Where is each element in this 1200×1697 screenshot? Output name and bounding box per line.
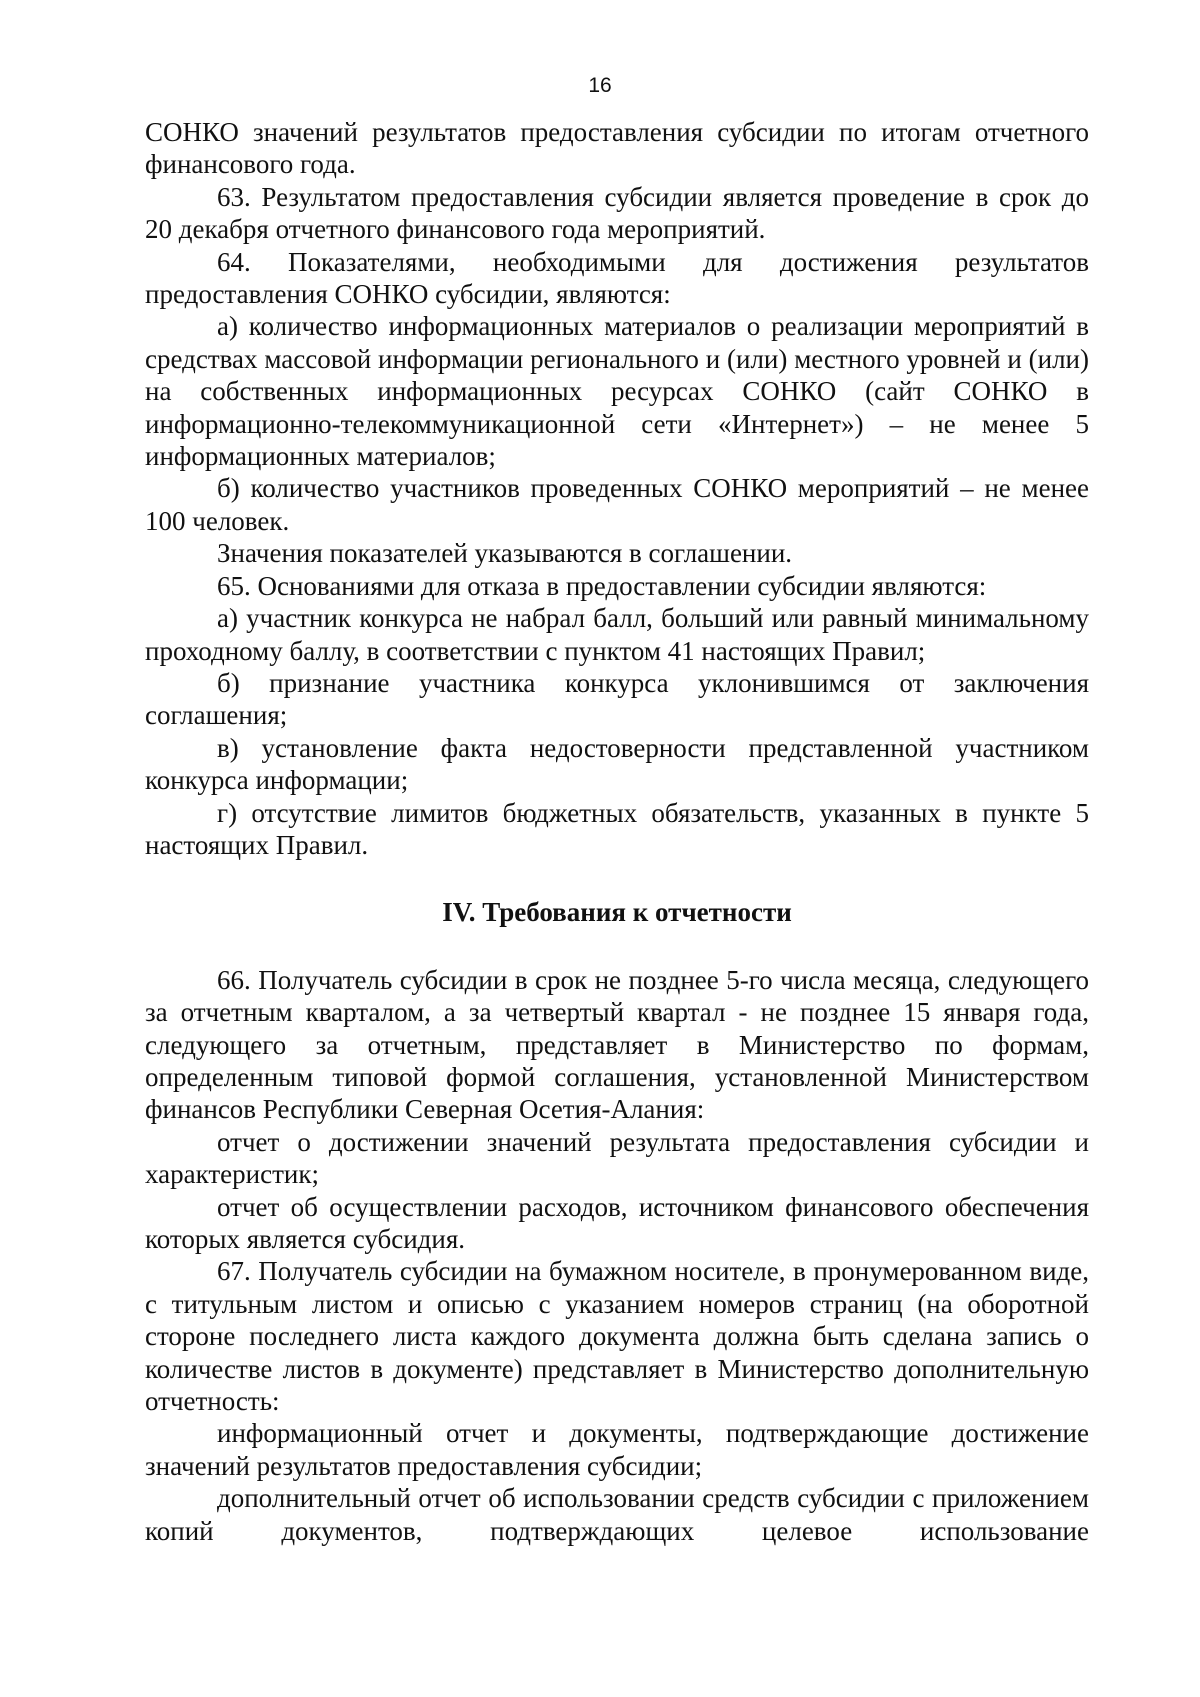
paragraph-64-b: б) количество участников проведенных СОНКО мероприятий – не менее 100 человек.: [145, 473, 1089, 536]
paragraph-65-a: а) участник конкурса не набрал балл, больший или равный минимальному проходному баллу, в соответствии с пунктом 41 настоящих Правил;: [145, 603, 1089, 666]
paragraph-65-b: б) признание участника конкурса уклонившимся от заключения соглашения;: [145, 667, 1089, 731]
paragraph-67-report-1: информационный отчет и документы, подтверждающие достижение значений результатов предоставления субсидии;: [145, 1418, 1089, 1481]
paragraph-63: 63. Результатом предоставления субсидии является проведение в срок до 20 декабря отчетного финансового года мероприятий.: [145, 181, 1089, 245]
paragraph-67: 67. Получатель субсидии на бумажном носителе, в пронумерованном виде, с титульным листом и описью с указанием номеров страниц (на оборотной стороне последнего листа каждого документа должна быть сделана запись о количестве листов в документе) представляет в Министерство дополнительную отчетность:: [145, 1256, 1089, 1417]
paragraph-66-report-1: отчет о достижении значений результата предоставления субсидии и характеристик;: [145, 1126, 1089, 1190]
paragraph-64-a: а) количество информационных материалов о реализации мероприятий в средствах массовой информации регионального и (или) местного уровней и (или) на собственных информационных ресурсах СОНКО (сайт СОНКО в информационно-телекоммуникационной сети «Интернет») – не менее 5 информационных материалов;: [145, 311, 1089, 472]
document-body: [145, 116, 1089, 1547]
paragraph-indicators-note: Значения показателей указываются в соглашении.: [217, 538, 793, 569]
section-heading: IV. Требования к отчетности: [442, 897, 792, 928]
paragraph-65: 65. Основаниями для отказа в предоставлении субсидии являются:: [217, 570, 987, 601]
paragraph-66-report-2: отчет об осуществлении расходов, источником финансового обеспечения которых является субсидия.: [145, 1191, 1089, 1254]
paragraph-67-report-2: дополнительный отчет об использовании средств субсидии с приложением копий документов, подтверждающих целевое использование: [145, 1483, 1089, 1546]
page-number: 16: [588, 74, 612, 97]
paragraph-66: 66. Получатель субсидии в срок не позднее 5-го числа месяца, следующего за отчетным кварталом, а за четвертый квартал - не позднее 15 января года, следующего за отчетным, представляет в Министерство по формам, определенным типовой формой соглашения, установленной Министерством финансов Республики Северная Осетия-Алания:: [145, 964, 1089, 1125]
paragraph-65-v: в) установление факта недостоверности представленной участником конкурса информации;: [145, 732, 1089, 796]
paragraph-continuation: СОНКО значений результатов предоставления субсидии по итогам отчетного финансового года.: [145, 117, 1089, 180]
paragraph-64: 64. Показателями, необходимыми для достижения результатов предоставления СОНКО субсидии, являются:: [145, 246, 1089, 310]
paragraph-65-g: г) отсутствие лимитов бюджетных обязательств, указанных в пункте 5 настоящих Правил.: [145, 797, 1089, 860]
